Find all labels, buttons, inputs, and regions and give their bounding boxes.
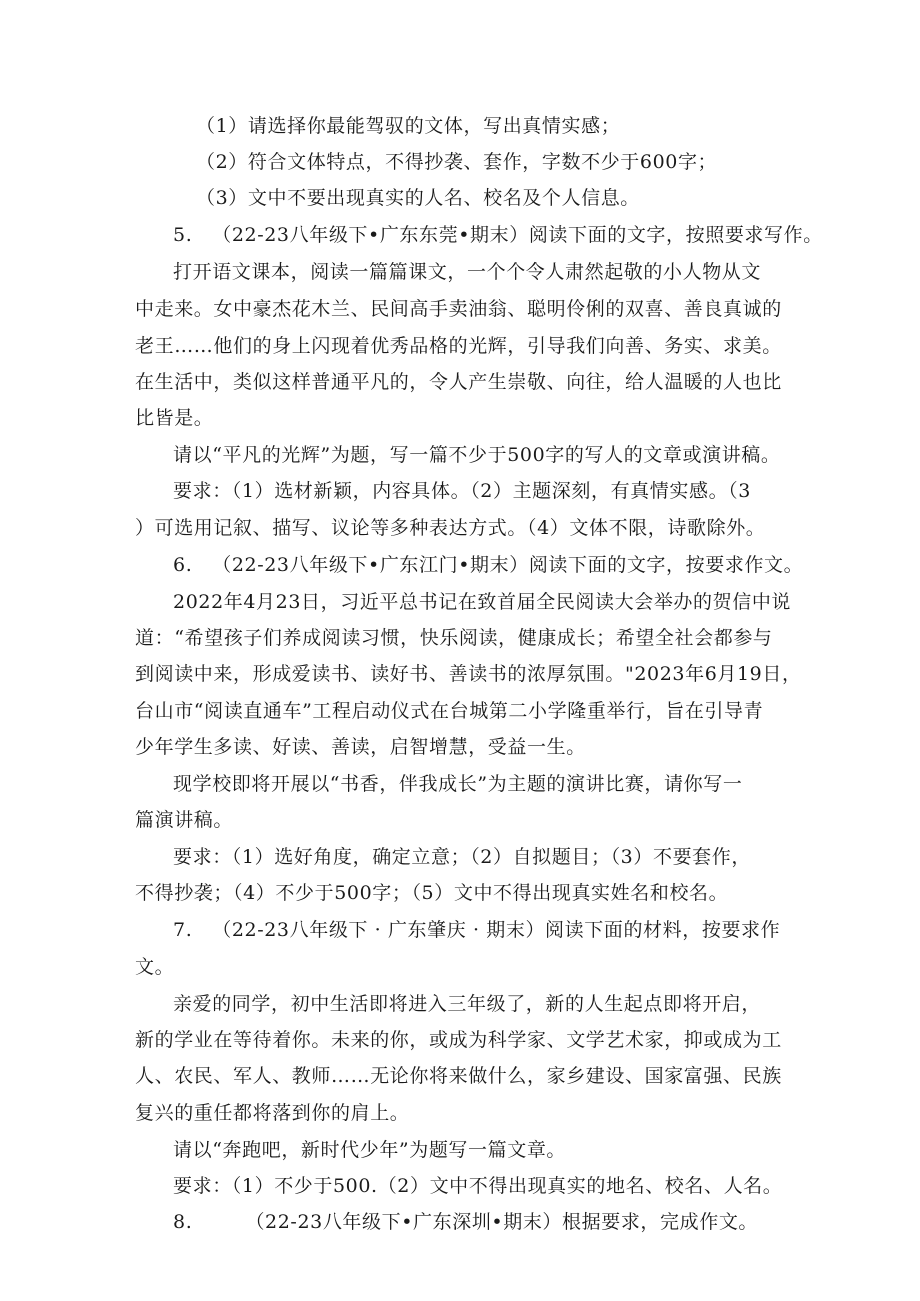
- paragraph-line: 比皆是。: [135, 407, 214, 429]
- paragraph-line: 请以“平凡的光辉”为题，写一篇不少于500字的写人的文章或演讲稿。: [173, 444, 781, 466]
- paragraph-line: 打开语文课本，阅读一篇篇课文，一个个令人肃然起敬的小人物从文: [173, 261, 762, 283]
- paragraph-line: 不得抄袭；（4）不少于500字；（5）文中不得出现真实姓名和校名。: [135, 882, 729, 904]
- paragraph-line: 新的学业在等待着你。未来的你，或成为科学家、文学艺术家，抑或成为工: [135, 1029, 782, 1051]
- question-heading: 8. （22-23八年级下•广东深圳•期末）根据要求，完成作文。: [173, 1211, 759, 1233]
- paragraph-line: 到阅读中来，形成爱读书、读好书、善读书的浓厚氛围。"2023年6月19日，: [135, 663, 802, 685]
- requirement-line: （3）文中不要出现真实的人名、校名及个人信息。: [196, 187, 640, 209]
- paragraph-line: 在生活中，类似这样普通平凡的，令人产生崇敬、向往，给人温暖的人也比: [135, 371, 782, 393]
- paragraph-line: 文。: [135, 956, 175, 978]
- question-heading: 5. （22-23八年级下•广东东莞•期末）阅读下面的文字，按照要求写作。: [173, 224, 823, 246]
- paragraph-line: 道：“希望孩子们养成阅读习惯，快乐阅读，健康成长；希望全社会都参与: [135, 627, 773, 649]
- requirement-line: （2）符合文体特点，不得抄袭、套作，字数不少于600字；: [196, 151, 718, 173]
- paragraph-line: 要求：（1）选材新颖，内容具体。（2）主题深刻，有真情实感。（3: [173, 480, 751, 502]
- paragraph-line: 请以“奔跑吧，新时代少年”为题写一篇文章。: [173, 1139, 567, 1161]
- question-heading: 7. （22-23八年级下 · 广东肇庆 · 期末）阅读下面的材料，按要求作: [173, 919, 781, 941]
- paragraph-line: 中走来。女中豪杰花木兰、民间高手卖油翁、聪明伶俐的双喜、善良真诚的: [135, 298, 782, 320]
- paragraph-line: 老王……他们的身上闪现着优秀品格的光辉，引导我们向善、务实、求美。: [135, 335, 782, 357]
- paragraph-line: 亲爱的同学，初中生活即将进入三年级了，新的人生起点即将开启，: [173, 993, 762, 1015]
- paragraph-line: ）可选用记叙、描写、议论等多种表达方式。（4）文体不限，诗歌除外。: [135, 517, 766, 539]
- paragraph-line: 现学校即将开展以“书香，伴我成长”为主题的演讲比赛，请你写一: [173, 773, 743, 795]
- paragraph-line: 篇演讲稿。: [135, 809, 234, 831]
- paragraph-line: 人、农民、军人、教师……无论你将来做什么，家乡建设、国家富强、民族: [135, 1065, 782, 1087]
- paragraph-line: 少年学生多读、好读、善读，启智增慧，受益一生。: [135, 736, 586, 758]
- paragraph-line: 要求：（1）选好角度，确定立意；（2）自拟题目；（3）不要套作，: [173, 846, 751, 868]
- paragraph-line: 复兴的重任都将落到你的肩上。: [135, 1102, 410, 1124]
- paragraph-line: 台山市“阅读直通车”工程启动仪式在台城第二小学隆重举行，旨在引导青: [135, 700, 764, 722]
- paragraph-line: 2022年4月23日，习近平总书记在致首届全民阅读大会举办的贺信中说: [173, 591, 792, 613]
- paragraph-line: 要求：（1）不少于500.（2）文中不得出现真实的地名、校名、人名。: [173, 1175, 783, 1197]
- requirement-line: （1）请选择你最能驾驭的文体，写出真情实感；: [196, 115, 621, 137]
- question-heading: 6. （22-23八年级下•广东江门•期末）阅读下面的文字，按要求作文。: [173, 554, 804, 576]
